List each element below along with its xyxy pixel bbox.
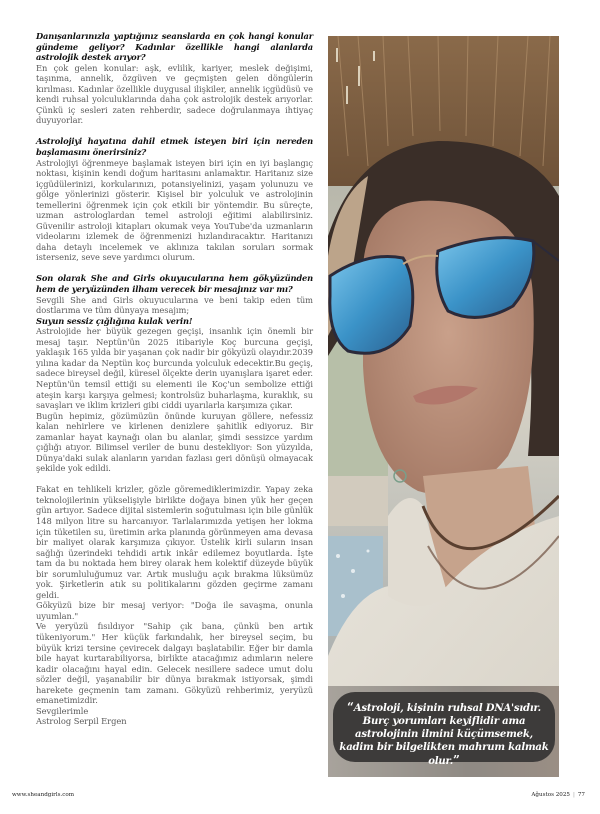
answer-2: Astrolojiyi öğrenmeye başlamak isteyen biri için en iyi başlangıç noktası, kişinin kendi doğum haritasını anlamaktır. Haritanız size içgüdülerinizi, korkularınızı, potansiyelinizi, yaşam yolunuzu ve gölge yönlerinizi gösterir. Kişisel bir yolculuk ve astrolojinin temellerini öğrenmek için çok etkili bir yöntemdir. Bu süreçte, uzman astrologlardan temel astroloji eğitimi alabilirsiniz. Güvenilir astroloji kitapları okumak veya YouTube'da uzmanların videolarını izlemek de öğrenmenizi hızlandıracaktır. Haritanızı daha detaylı incelemek ve aklınıza takılan soruları sormak isterseniz, seve seve yardımcı olurum. xyxy=(36,157,313,263)
open-quote-mark: “ xyxy=(347,700,354,714)
footer-separator: | xyxy=(572,792,575,798)
answer-3: Sevgili She and Girls okuyucularına ve beni takip eden tüm dostlarıma ve tüm dünyaya mesajım; xyxy=(36,294,313,316)
paragraph-2: Bugün hepimiz, gözümüzün önünde kuruyan göllere, nefessiz kalan nehirlere ve kirlenen denizlere şahitlik ediyoruz. Bir zamanlar hayat kaynağı olan bu alanlar, şimdi sessizce yardım çığlığı atıyor. Bilimsel veriler de bunu destekliyor: Son yüzyılda, Dünya'daki sulak alanların yarıdan fazlası geri dönüşü olmayacak şekilde yok edildi. xyxy=(36,410,313,474)
footer-website xyxy=(12,792,74,798)
pull-quote-text: Astroloji, kişinin ruhsal DNA'sıdır. Burç yorumları keyiflidir ama astrolojinin ilmini küçümsemek, kadim bir bilgelikten mahrum kalmak olur. xyxy=(339,703,549,767)
subheading: Suyun sessiz çığlığına kulak verin! xyxy=(36,315,193,326)
portrait-illustration xyxy=(328,36,559,777)
footer-issue xyxy=(531,792,585,798)
paragraph-4: Gökyüzü bize bir mesaj veriyor: "Doğa ile savaşma, onunla uyumlan." xyxy=(36,600,313,621)
issue-date: Ağustos 2025 xyxy=(531,792,570,798)
paragraph-5: Ve yeryüzü fısıldıyor "Sahip çık bana, çünkü ben artık tükeniyorum." Her küçük farkındalık, her bireysel seçim, bu büyük krizi tersine çevirecek dalgayı başlatabilir. Eğer bir damla bile hayat kurtarabiliyorsa, birlikte atacağımız adımların nelere kadir olacağını hayal edin. Gelecek nesillere sadece umut dolu sözler değil, yaşanabilir bir dünya bırakmak istiyorsak, şimdi harekete geçmenin tam zamanı. Gökyüzü rehberimiz, yeryüzü emanetimizdir. xyxy=(36,621,313,706)
question-1: Danışanlarınızla yaptığınız seanslarda en çok hangi konular gündeme geliyor? Kadınlar özellikle hangi alanlarda astrolojik destek arıyor? xyxy=(36,31,313,63)
paragraph-1: Astrolojide her büyük gezegen geçişi, insanlık için önemli bir mesaj taşır. Neptün'ün 2025 itibariyle Koç burcuna geçişi, yaklaşık 165 yılda bir yaşanan çok nadir bir gökyüzü olayıdır.2039 yılına kadar da Neptün koç burcunda yolculuk edecektir.Bu geçiş, sadece bireysel değil, küresel ölçekte derin uyanışlara işaret eder. Neptün'ün temsil ettiği su elementi ile Koç'un sembolize ettiği ateşin karşı karşıya gelmesi; kontrolsüz buharlaşma, kuraklık, su savaşları ve iklim krizleri gibi ciddi uyarılarla karşımıza çıkar. xyxy=(36,326,313,411)
answer-1: En çok gelen konular: aşk, evlilik, kariyer, meslek değişimi, taşınma, annelik, özgüven ve geçmişten gelen döngülerin kırılması. Kadınlar özellikle duygusal ilişkiler, annelik içgüdüsü ve kendi ruhsal yolculuklarında daha çok astrolojik destek arıyorlar. Çünkü iç sesleri zaten rehberdir, sadece doğrulanmaya ihtiyaç duyuyorlar. xyxy=(36,62,313,126)
question-3: Son olarak She and Girls okuyucularına hem gökyüzünden hem de yeryüzünden ilham verecek bir mesajınız var mı? xyxy=(36,273,313,295)
pull-quote xyxy=(333,692,555,767)
closing: Sevgilerimle xyxy=(36,705,89,716)
article-column xyxy=(36,31,313,727)
signature: Astrolog Serpil Ergen xyxy=(36,716,127,727)
section-gap xyxy=(36,474,313,485)
close-quote-mark: ” xyxy=(453,753,460,767)
paragraph-3: Fakat en tehlikeli krizler, gözle göremediklerimizdir. Yapay zeka teknolojilerinin yükselişiyle birlikte doğaya binen yük her geçen gün artıyor. Sadece dijital sistemlerin soğutulması için bile günlük 148 milyon litre su harcanıyor. Tarlalarımızda yetişen her lokma için tüketilen su, üretimin arka planında görünmeyen ama devasa bir maliyet olarak karşımıza çıkıyor. Üstelik kirli suların insan sağlığı üzerindeki tehdidi artık inkâr edilemez boyutlarda. İşte tam da bu noktada hem birey olarak hem kolektif düzeyde büyük bir sorumluluğumuz var. Artık musluğu açık bırakma lüksümüz yok. Şirketlerin atık su politikalarını gözden geçirme zamanı geldi. xyxy=(36,484,313,600)
section-gap xyxy=(36,263,313,274)
section-gap xyxy=(36,126,313,137)
question-2: Astrolojiyi hayatına dahil etmek isteyen biri için nereden başlamasını önerirsiniz? xyxy=(36,136,313,157)
portrait-photo xyxy=(328,36,559,777)
page-number: 77 xyxy=(577,792,585,798)
website-link[interactable]: www.sheandgirls.com xyxy=(12,792,75,798)
